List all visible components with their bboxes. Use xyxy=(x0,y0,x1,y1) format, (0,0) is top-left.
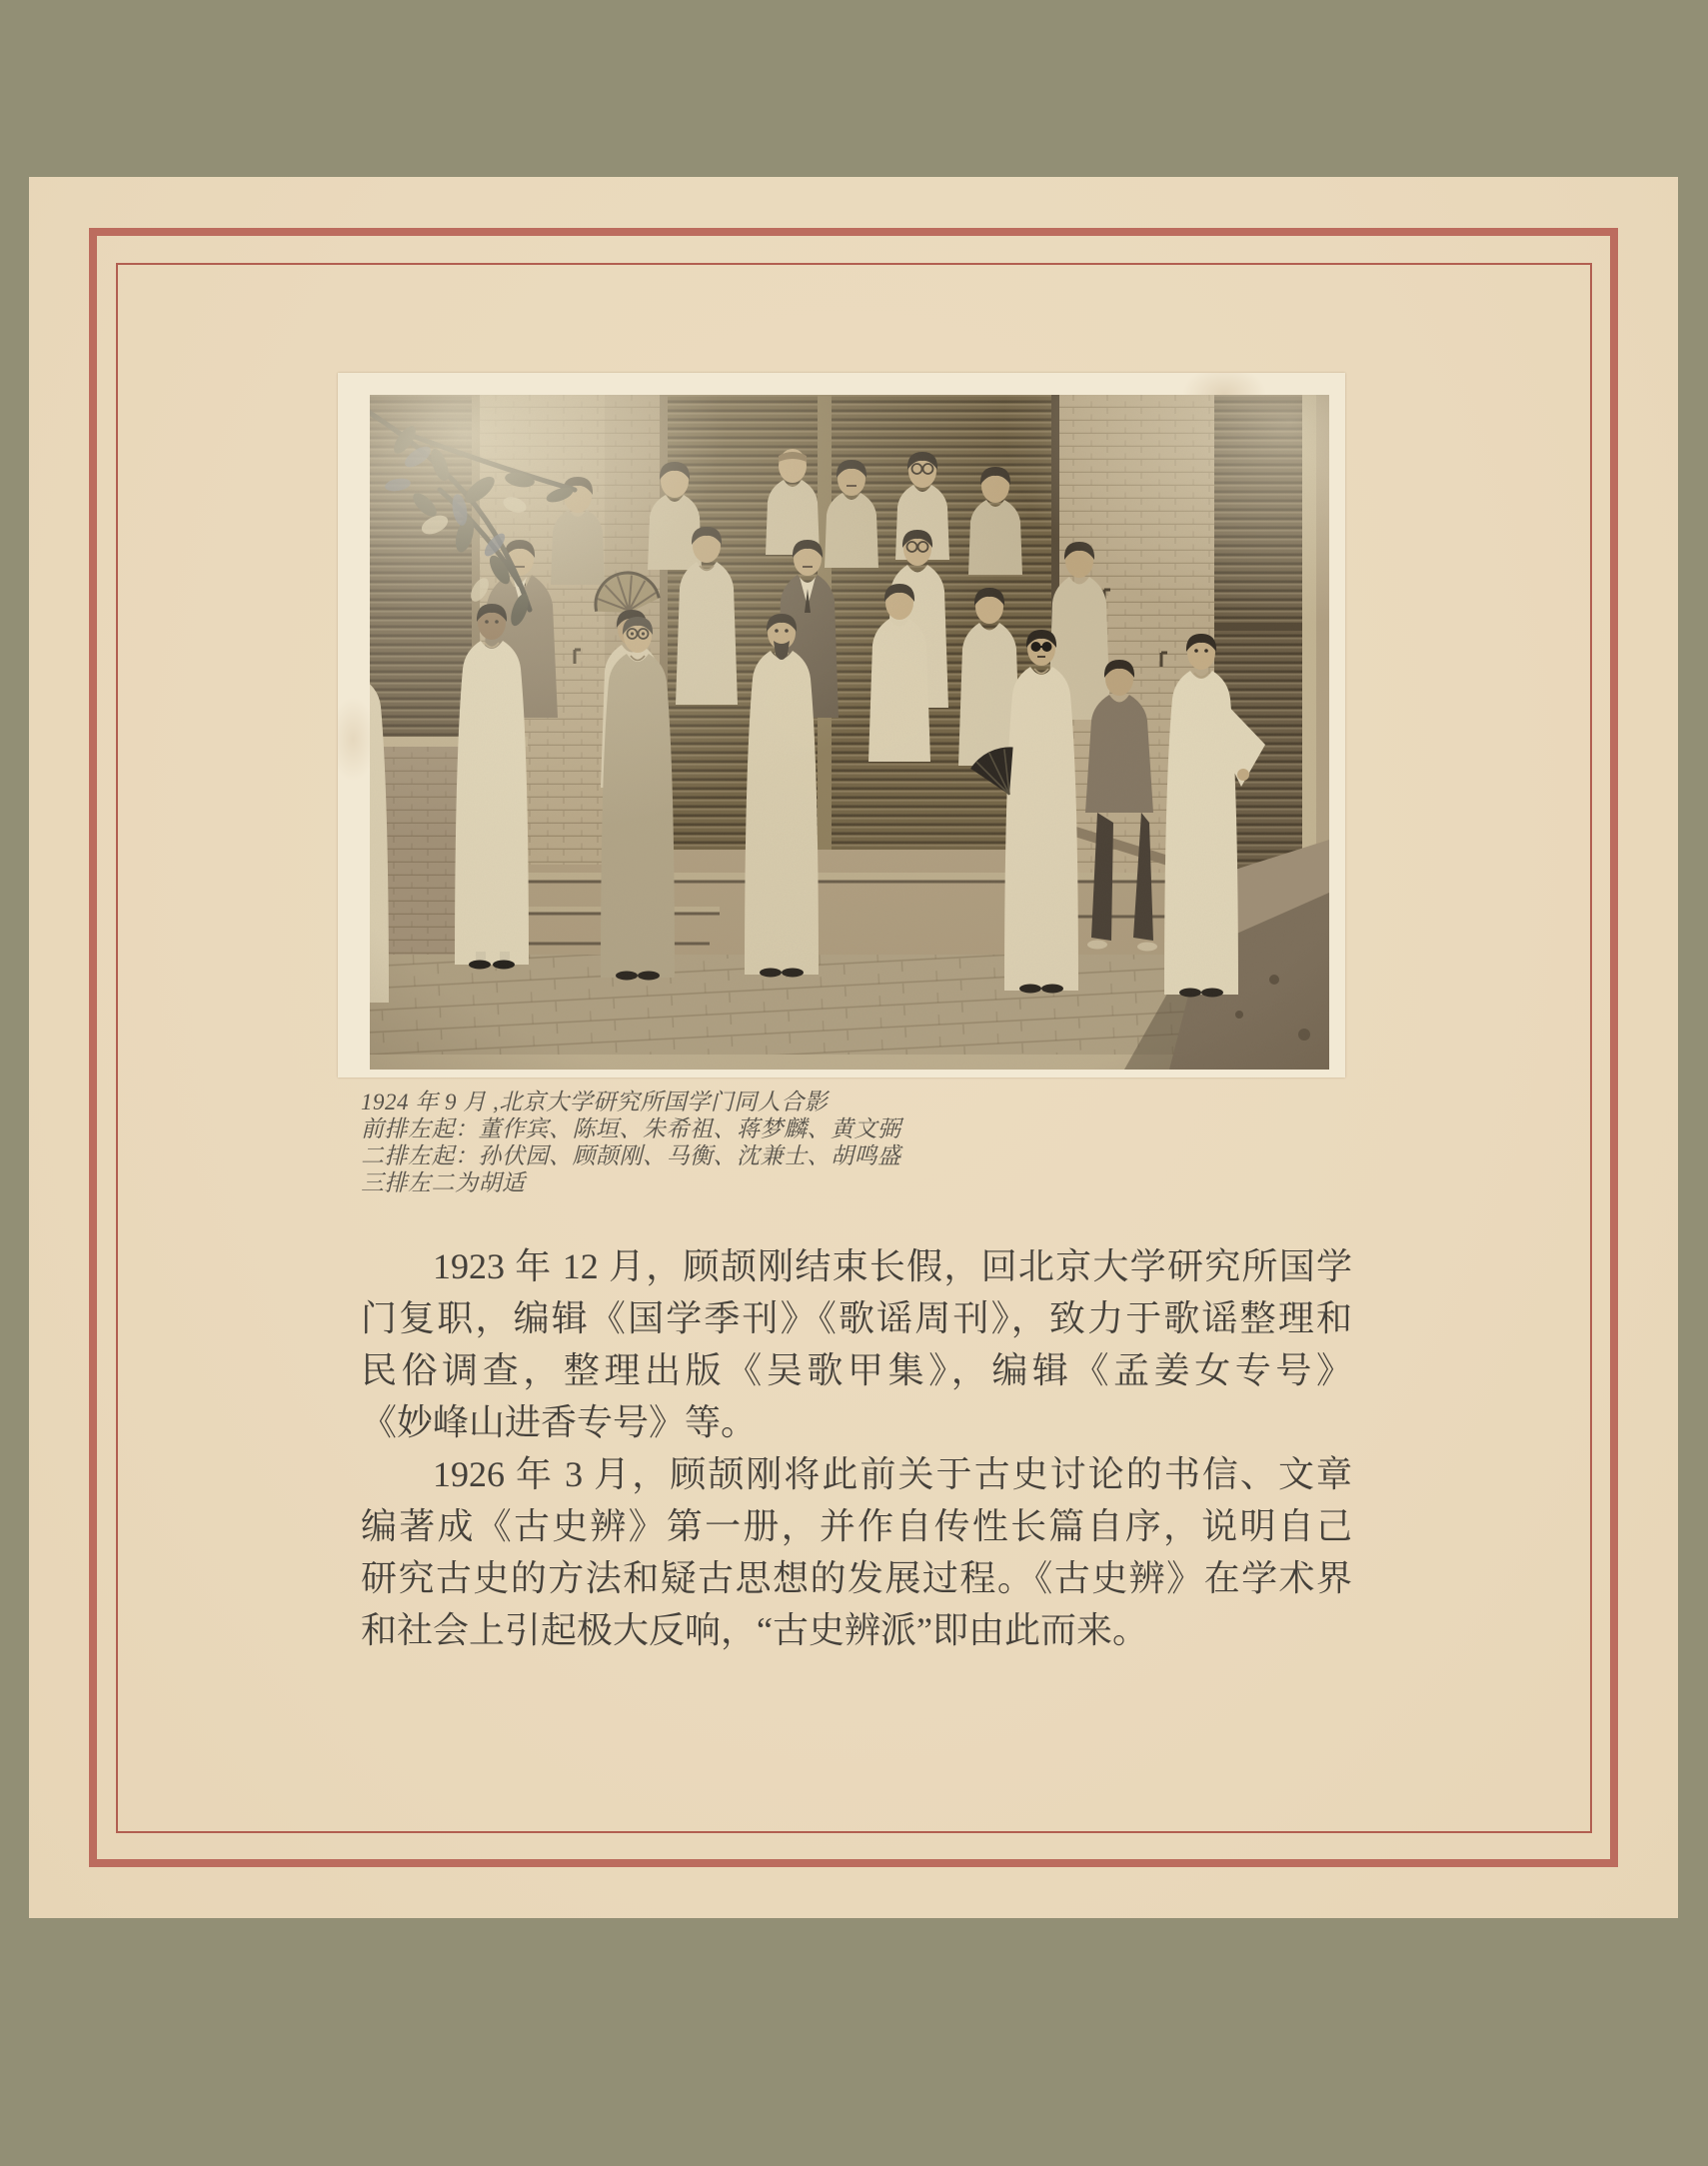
vignette-overlay xyxy=(370,395,1329,1070)
body-line: 和社会上引起极大反响，“古史辨派”即由此而来。 xyxy=(361,1610,1148,1650)
paragraph-2 xyxy=(361,1448,1352,1656)
group-photo-illustration xyxy=(370,395,1329,1070)
body-line: 编著成《古史辨》第一册，并作自传性长篇自序，说明自己 xyxy=(361,1506,1352,1546)
body-line: 《妙峰山进香专号》等。 xyxy=(361,1402,758,1442)
caption-line-1: 1924 年 9 月 ,北京大学研究所国学门同人合影 xyxy=(361,1089,829,1114)
paragraph-1 xyxy=(361,1240,1352,1448)
caption-line-4: 三排左二为胡适 xyxy=(361,1170,526,1195)
body-line: 1923 年 12 月，顾颉刚结束长假，回北京大学研究所国学 xyxy=(433,1246,1352,1286)
body-line: 研究古史的方法和疑古思想的发展过程。《古史辨》在学术界 xyxy=(361,1558,1352,1598)
page xyxy=(29,177,1678,1918)
body-line: 门复职，编辑《国学季刊》《歌谣周刊》，致力于歌谣整理和 xyxy=(361,1298,1352,1338)
photograph xyxy=(338,373,1345,1078)
photo-caption xyxy=(361,1088,1120,1196)
body-line: 1926 年 3 月，顾颉刚将此前关于古史讨论的书信、文章 xyxy=(433,1454,1352,1494)
body-line: 民俗调查，整理出版《吴歌甲集》，编辑《孟姜女专号》 xyxy=(361,1350,1352,1390)
caption-line-2: 前排左起：董作宾、陈垣、朱希祖、蒋梦麟、黄文弼 xyxy=(361,1116,901,1141)
body-text xyxy=(361,1240,1352,1656)
caption-line-3: 二排左起：孙伏园、顾颉刚、马衡、沈兼士、胡鸣盛 xyxy=(361,1143,901,1168)
